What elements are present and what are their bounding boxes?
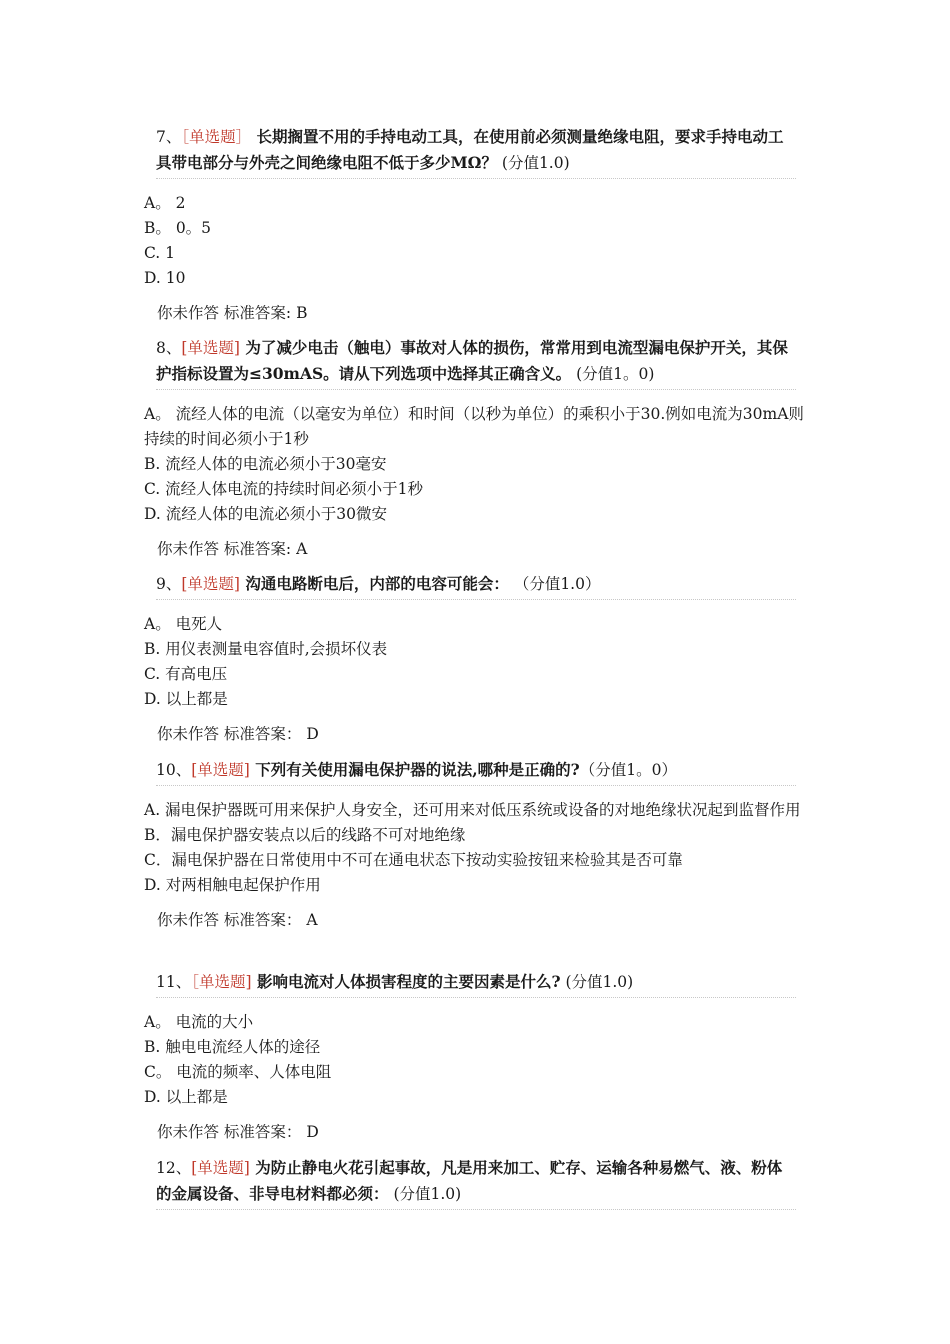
option-c[interactable]: C. 1 — [144, 244, 176, 262]
answer-line: 你未作答 标准答案： D — [157, 1123, 319, 1141]
answer-line: 你未作答 标准答案： A — [157, 911, 318, 929]
answer-line: 你未作答 标准答案： D — [157, 725, 319, 743]
option-list — [144, 402, 809, 527]
question-text: 为了减少电击（触电）事故对人体的损伤，常常用到电流型漏电保护开关，其保护指标设置为≤30mAS。请从下列选项中选择其正确含义。 — [156, 338, 788, 383]
question-type: [单选题] — [181, 575, 240, 593]
question-type: [单选题] — [181, 339, 240, 357]
question-score: (分值1.0) — [496, 154, 570, 172]
question-number: 12、 — [156, 1159, 192, 1177]
question-text: 长期搁置不用的手持电动工具，在使用前必须测量绝缘电阻，要求手持电动工具带电部分与外壳之间绝缘电阻不低于多少MΩ？ — [156, 127, 784, 172]
option-b[interactable]: B. 用仪表测量电容值时,会损坏仪表 — [144, 640, 388, 658]
question-10 — [0, 757, 950, 933]
question-header — [156, 571, 796, 600]
question-score: (分值1.0) — [388, 1185, 462, 1203]
question-text: 影响电流对人体损害程度的主要因素是什么? — [251, 972, 561, 991]
question-9 — [0, 571, 950, 747]
question-text: 下列有关使用漏电保护器的说法,哪种是正确的? — [249, 760, 580, 779]
option-list — [144, 798, 809, 898]
option-d[interactable]: D. 以上都是 — [144, 1088, 228, 1106]
question-header — [156, 757, 796, 786]
answer-line: 你未作答 标准答案: B — [157, 304, 308, 322]
question-type: [单选题] — [191, 761, 250, 779]
option-b[interactable]: B．漏电保护器安装点以后的线路不可对地绝缘 — [144, 826, 466, 844]
option-c[interactable]: C. 有高电压 — [144, 665, 228, 683]
option-list — [144, 612, 809, 712]
question-score: (分值1。0) — [571, 365, 655, 383]
option-a[interactable]: A。 电死人 — [144, 615, 223, 633]
option-list — [144, 191, 809, 291]
option-c[interactable]: C。 电流的频率、人体电阻 — [144, 1063, 332, 1081]
option-d[interactable]: D. 对两相触电起保护作用 — [144, 876, 321, 894]
question-type: ［单选题］ — [181, 128, 252, 146]
question-score: （分值1.0） — [508, 575, 601, 593]
option-d[interactable]: D. 10 — [144, 269, 186, 287]
option-c[interactable]: C. 流经人体电流的持续时间必须小于1秒 — [144, 480, 424, 498]
question-header — [156, 124, 796, 179]
question-number: 10、 — [156, 761, 192, 779]
question-type: [单选题] — [191, 1159, 250, 1177]
question-type: ［单选题] — [191, 973, 252, 991]
question-text: 为防止静电火花引起事故，凡是用来加工、贮存、运输各种易燃气、液、粉体的金属设备、非导电材料都必须： — [156, 1158, 783, 1203]
option-b[interactable]: B. 流经人体的电流必须小于30毫安 — [144, 455, 387, 473]
question-header — [156, 1155, 796, 1210]
question-score: (分值1.0) — [560, 973, 634, 991]
question-number: 11、 — [156, 973, 192, 991]
option-d[interactable]: D. 以上都是 — [144, 690, 228, 708]
option-list — [144, 1010, 809, 1110]
question-11 — [0, 969, 950, 1145]
question-text: 沟通电路断电后，内部的电容可能会： — [239, 574, 509, 593]
question-number: 7、 — [156, 128, 182, 146]
question-number: 9、 — [156, 575, 182, 593]
option-a[interactable]: A。 2 — [144, 194, 186, 212]
question-score: （分值1。0） — [579, 761, 677, 779]
question-header — [156, 335, 796, 390]
option-a[interactable]: A。 流经人体的电流（以毫安为单位）和时间（以秒为单位）的乘积小于30.例如电流为30mA则持续的时间必须小于1秒 — [144, 405, 804, 448]
option-b[interactable]: B。 0。5 — [144, 219, 212, 237]
question-number: 8、 — [156, 339, 182, 357]
question-8 — [0, 335, 950, 562]
option-c[interactable]: C．漏电保护器在日常使用中不可在通电状态下按动实验按钮来检验其是否可靠 — [144, 851, 683, 869]
option-d[interactable]: D. 流经人体的电流必须小于30微安 — [144, 505, 387, 523]
question-7 — [0, 124, 950, 326]
question-12 — [0, 1155, 950, 1210]
option-a[interactable]: A。 电流的大小 — [144, 1013, 254, 1031]
option-b[interactable]: B. 触电电流经人体的途径 — [144, 1038, 321, 1056]
option-a[interactable]: A. 漏电保护器既可用来保护人身安全，还可用来对低压系统或设备的对地绝缘状况起到监督作用 — [144, 801, 801, 819]
question-header — [156, 969, 796, 998]
answer-line: 你未作答 标准答案: A — [157, 540, 308, 558]
